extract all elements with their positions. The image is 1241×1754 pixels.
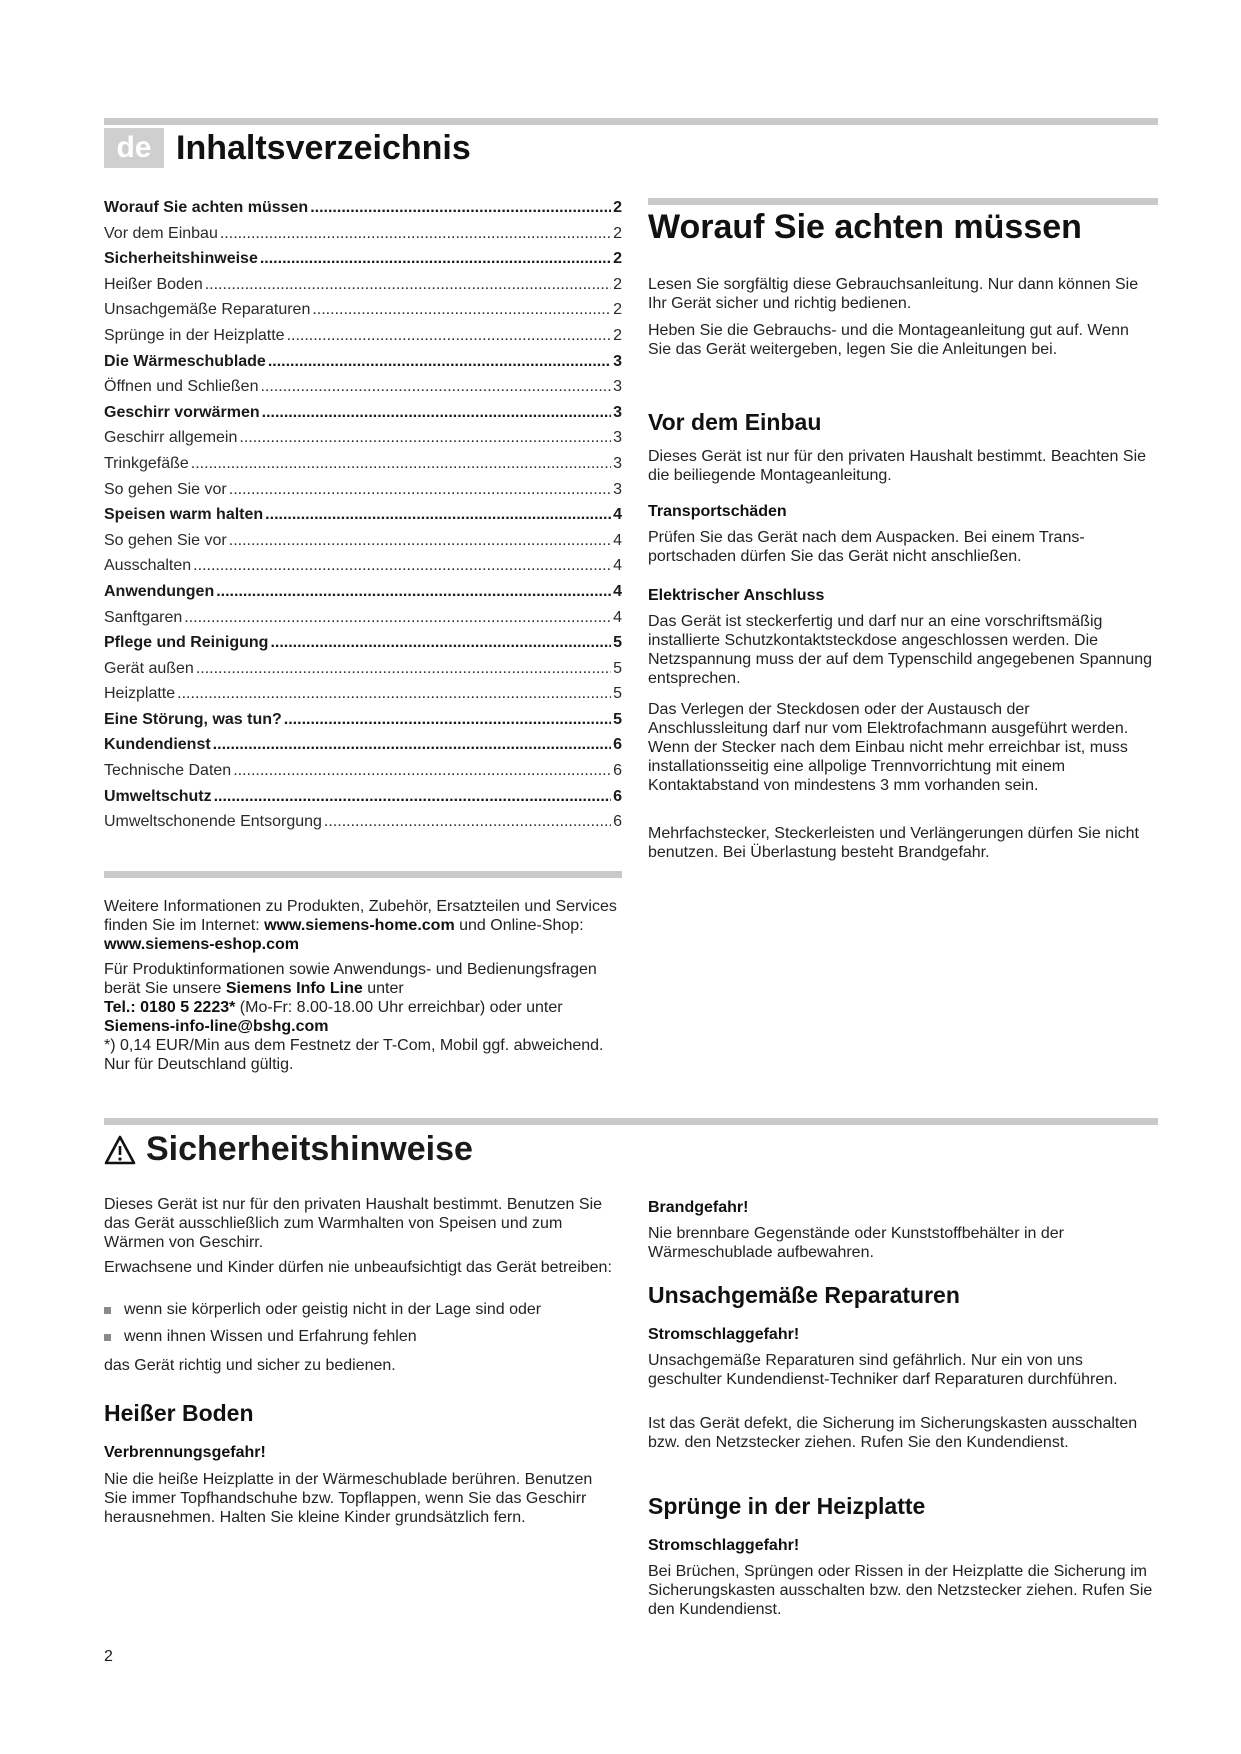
- toc-leader-dots: [262, 400, 611, 426]
- hot-floor-title: Heißer Boden: [104, 1400, 254, 1426]
- toc-entry-page: 3: [613, 429, 622, 447]
- safety-bullet-list: [104, 1296, 614, 1350]
- toc-entry-label: Technische Daten: [104, 762, 232, 780]
- toc-entry[interactable]: [104, 246, 622, 272]
- toc-leader-dots: [193, 553, 611, 579]
- toc-entry[interactable]: [104, 528, 622, 554]
- attention-rule: [648, 198, 1158, 205]
- repairs-paragraph-1: Unsachgemäße Reparaturen sind gefährlich. Nur ein von uns geschulter Kundendienst-Techniker darf Reparaturen durchführen.: [648, 1352, 1118, 1388]
- toc-entry-page: 6: [613, 813, 622, 831]
- toc-entry-label: So gehen Sie vor: [104, 480, 227, 498]
- toc-entry-page: 4: [613, 608, 622, 626]
- before-install-title: Vor dem Einbau: [648, 409, 822, 435]
- toc-entry-label: Die Wärmeschublade: [104, 352, 266, 370]
- language-badge: de: [104, 128, 164, 168]
- list-item: wenn ihnen Wissen und Erfahrung fehlen: [104, 1323, 614, 1350]
- heating-plate-cracks-title: Sprünge in der Heizplatte: [648, 1493, 926, 1519]
- toc-leader-dots: [229, 528, 611, 554]
- toc-entry-label: Trinkgefäße: [104, 454, 189, 472]
- toc-leader-dots: [213, 732, 611, 758]
- toc-entry-page: 4: [613, 506, 622, 524]
- toc-leader-dots: [196, 656, 611, 682]
- toc-entry-page: 4: [613, 582, 622, 600]
- toc-entry[interactable]: [104, 451, 622, 477]
- hot-floor-paragraph: Nie die heiße Heizplatte in der Wärmeschublade berühren. Benutzen Sie immer Topfhandschuhe bzw. Topflappen, wenn Sie das Geschirr herausnehmen. Halten Sie kleine Kinder grundsätzlich fern.: [104, 1471, 593, 1526]
- info-text: unter: [362, 980, 404, 997]
- safety-paragraph-3: das Gerät richtig und sicher zu bedienen.: [104, 1357, 396, 1374]
- toc-entry[interactable]: [104, 784, 622, 810]
- safety-title: [104, 1130, 473, 1169]
- info-paragraph-1: [104, 897, 624, 954]
- toc-entry[interactable]: [104, 732, 622, 758]
- telephone-number: Tel.: 0180 5 2223*: [104, 999, 236, 1016]
- toc-leader-dots: [310, 195, 611, 221]
- safety-title-text: Sicherheitshinweise: [146, 1130, 473, 1168]
- toc-entry-label: Pflege und Reinigung: [104, 634, 269, 652]
- toc-entry-page: 5: [613, 710, 622, 728]
- toc-entry-page: 3: [613, 403, 622, 421]
- toc-leader-dots: [239, 425, 611, 451]
- toc-entry-label: So gehen Sie vor: [104, 531, 227, 549]
- toc-entry[interactable]: [104, 374, 622, 400]
- toc-entry-label: Heißer Boden: [104, 275, 203, 293]
- toc-entry-page: 6: [613, 736, 622, 754]
- toc-entry-label: Ausschalten: [104, 557, 192, 575]
- toc-leader-dots: [268, 349, 611, 375]
- toc-leader-dots: [220, 221, 611, 247]
- electric-paragraph-2: Das Verlegen der Steckdosen oder der Austausch der Anschlussleitung darf nur vom Elektrofachmann ausgeführt werden. Wenn der Stecker nach dem Einbau nicht mehr erreichbar ist, muss installationsseitig eine allpolige Trennvorrichtung mit einem Kontaktabstand von mindestens 3 mm vorhanden sein.: [648, 701, 1129, 794]
- fire-hazard-paragraph: Nie brennbare Gegenstände oder Kunststoffbehälter in der Wärmeschublade aufbewahren.: [648, 1225, 1064, 1261]
- toc-entry-page: 3: [613, 352, 622, 370]
- toc-entry-label: Umweltschutz: [104, 787, 212, 805]
- toc-entry-page: 5: [613, 685, 622, 703]
- toc-entry-label: Geschirr allgemein: [104, 429, 238, 447]
- website-link[interactable]: www.siemens-home.com: [264, 917, 455, 934]
- toc-entry[interactable]: [104, 681, 622, 707]
- toc-entry[interactable]: [104, 349, 622, 375]
- attention-paragraph-1: Lesen Sie sorgfältig diese Gebrauchsanleitung. Nur dann können Sie Ihr Gerät sicher und richtig bedienen.: [648, 276, 1139, 312]
- toc-entry[interactable]: [104, 553, 622, 579]
- toc-entry[interactable]: [104, 605, 622, 631]
- electric-paragraph-1: Das Gerät ist steckerfertig und darf nur an eine vorschriftsmäßig installierte Schutzkontaktsteckdose angeschlossen werden. Die Netzspannung muss der auf dem Typenschild angegebenen Spannung entsprechen.: [648, 613, 1153, 687]
- page-number: 2: [104, 1648, 113, 1665]
- toc-entry-page: 2: [613, 224, 622, 242]
- toc-entry-page: 2: [613, 199, 622, 216]
- info-paragraph-2: [104, 960, 624, 1074]
- toc-entry-label: Umweltschonende Entsorgung: [104, 813, 322, 831]
- toc-leader-dots: [205, 272, 611, 298]
- info-line-name: Siemens Info Line: [225, 980, 363, 997]
- safety-paragraph-1: Dieses Gerät ist nur für den privaten Haushalt bestimmt. Benutzen Sie das Gerät ausschließlich zum Warmhalten von Speisen und zum Wärmen von Geschirr.: [104, 1196, 603, 1251]
- toc-leader-dots: [229, 477, 611, 503]
- warning-triangle-icon: [104, 1135, 136, 1165]
- toc-entry[interactable]: [104, 758, 622, 784]
- toc-bottom-rule: [104, 871, 622, 878]
- toc-entry-label: Öffnen und Schließen: [104, 378, 259, 396]
- toc-entry-page: 6: [613, 762, 622, 780]
- toc-entry-label: Sanftgaren: [104, 608, 183, 626]
- toc-entry-label: Sprünge in der Heizplatte: [104, 326, 285, 344]
- attention-paragraph-2: Heben Sie die Gebrauchs- und die Montageanleitung gut auf. Wenn Sie das Gerät weitergeben, legen Sie die Anleitungen bei.: [648, 322, 1129, 358]
- fire-hazard-label: Brandgefahr!: [648, 1199, 749, 1216]
- toc-entry-page: 6: [613, 787, 622, 805]
- toc-entry[interactable]: [104, 707, 622, 733]
- info-block: [104, 897, 624, 1074]
- before-install-paragraph: Dieses Gerät ist nur für den privaten Haushalt bestimmt. Beachten Sie die beiliegende Montageanleitung.: [648, 448, 1147, 484]
- toc-entry[interactable]: [104, 477, 622, 503]
- toc-entry[interactable]: [104, 809, 622, 835]
- toc-entry[interactable]: [104, 297, 622, 323]
- toc-entry[interactable]: [104, 630, 622, 656]
- toc-entry[interactable]: [104, 579, 622, 605]
- toc-entry[interactable]: [104, 323, 622, 349]
- header-rule: [104, 118, 1158, 125]
- table-of-contents: [104, 195, 622, 835]
- safety-rule: [104, 1118, 1158, 1125]
- page-title: Inhaltsverzeichnis: [176, 128, 471, 167]
- toc-entry[interactable]: [104, 272, 622, 298]
- toc-entry-page: 5: [613, 634, 622, 652]
- toc-entry[interactable]: [104, 425, 622, 451]
- cracks-shock-hazard-label: Stromschlaggefahr!: [648, 1537, 800, 1554]
- list-item: wenn sie körperlich oder geistig nicht in der Lage sind oder: [104, 1296, 614, 1323]
- info-text: Weitere Informationen zu Produkten, Zubehör, Ersatzteilen und Services finden Sie im Internet:: [104, 898, 617, 934]
- burn-hazard-label: Verbrennungsgefahr!: [104, 1444, 266, 1461]
- shop-link[interactable]: www.siemens-eshop.com: [104, 936, 300, 953]
- toc-leader-dots: [287, 323, 612, 349]
- toc-entry-label: Vor dem Einbau: [104, 224, 218, 242]
- toc-entry[interactable]: [104, 195, 622, 221]
- transport-damage-paragraph: Prüfen Sie das Gerät nach dem Auspacken. Bei einem Transportschaden dürfen Sie das Gerät nicht anschließen.: [648, 529, 1085, 565]
- toc-leader-dots: [284, 707, 611, 733]
- toc-entry-page: 3: [613, 480, 622, 498]
- toc-leader-dots: [260, 374, 611, 400]
- toc-entry-page: 2: [613, 301, 622, 319]
- attention-title: Worauf Sie achten müssen: [648, 208, 1082, 246]
- electric-connection-title: Elektrischer Anschluss: [648, 587, 825, 604]
- toc-leader-dots: [191, 451, 611, 477]
- toc-entry-label: Sicherheitshinweise: [104, 250, 258, 268]
- toc-leader-dots: [324, 809, 611, 835]
- toc-leader-dots: [265, 502, 611, 528]
- toc-entry-label: Kundendienst: [104, 736, 211, 754]
- toc-entry[interactable]: [104, 221, 622, 247]
- repairs-shock-hazard-label: Stromschlaggefahr!: [648, 1326, 800, 1343]
- toc-entry-page: 2: [613, 250, 622, 268]
- toc-entry-page: 5: [613, 659, 622, 677]
- toc-entry-page: 3: [613, 378, 622, 396]
- toc-leader-dots: [270, 630, 611, 656]
- toc-entry-label: Worauf Sie achten müssen: [104, 199, 309, 216]
- electric-paragraph-3: Mehrfachstecker, Steckerleisten und Verlängerungen dürfen Sie nicht benutzen. Bei Überlastung besteht Brandgefahr.: [648, 825, 1139, 861]
- toc-leader-dots: [214, 784, 612, 810]
- toc-leader-dots: [312, 297, 611, 323]
- toc-entry-label: Gerät außen: [104, 659, 194, 677]
- toc-leader-dots: [260, 246, 611, 272]
- toc-entry-label: Unsachgemäße Reparaturen: [104, 301, 311, 319]
- toc-entry[interactable]: [104, 502, 622, 528]
- toc-leader-dots: [184, 605, 611, 631]
- toc-entry[interactable]: [104, 656, 622, 682]
- safety-paragraph-2: Erwachsene und Kinder dürfen nie unbeaufsichtigt das Gerät betreiben:: [104, 1259, 612, 1276]
- toc-entry-label: Heizplatte: [104, 685, 176, 703]
- toc-entry-label: Speisen warm halten: [104, 506, 264, 524]
- toc-entry-label: Eine Störung, was tun?: [104, 710, 282, 728]
- toc-leader-dots: [233, 758, 611, 784]
- toc-leader-dots: [177, 681, 611, 707]
- toc-entry-page: 4: [613, 531, 622, 549]
- toc-header: [104, 128, 471, 168]
- toc-entry-page: 2: [613, 275, 622, 293]
- toc-entry-label: Geschirr vorwärmen: [104, 403, 260, 421]
- repairs-paragraph-2: Ist das Gerät defekt, die Sicherung im Sicherungskasten ausschalten bzw. den Netzstecker ziehen. Rufen Sie den Kundendienst.: [648, 1415, 1138, 1451]
- info-text: und Online-Shop:: [454, 917, 584, 934]
- transport-damage-title: Transportschäden: [648, 503, 787, 520]
- toc-entry[interactable]: [104, 400, 622, 426]
- info-text: Für Produktinformationen sowie Anwendungs- und Bedienungsfragen berät Sie unsere: [104, 961, 597, 997]
- email-link[interactable]: Siemens-info-line@bshg.com: [104, 1018, 329, 1035]
- info-footnote: *) 0,14 EUR/Min aus dem Festnetz der T-Com, Mobil ggf. abweichend. Nur für Deutschland gültig.: [104, 1037, 604, 1073]
- toc-leader-dots: [216, 579, 611, 605]
- improper-repairs-title: Unsachgemäße Reparaturen: [648, 1282, 960, 1308]
- toc-entry-label: Anwendungen: [104, 582, 215, 600]
- info-text: (Mo-Fr: 8.00-18.00 Uhr erreichbar) oder unter: [235, 999, 563, 1016]
- toc-entry-page: 4: [613, 557, 622, 575]
- cracks-paragraph: Bei Brüchen, Sprüngen oder Rissen in der Heizplatte die Sicherung im Sicherungskasten ausschalten bzw. den Netzstecker ziehen. Rufen Sie den Kundendienst.: [648, 1563, 1153, 1618]
- toc-entry-page: 3: [613, 454, 622, 472]
- toc-entry-page: 2: [613, 326, 622, 344]
